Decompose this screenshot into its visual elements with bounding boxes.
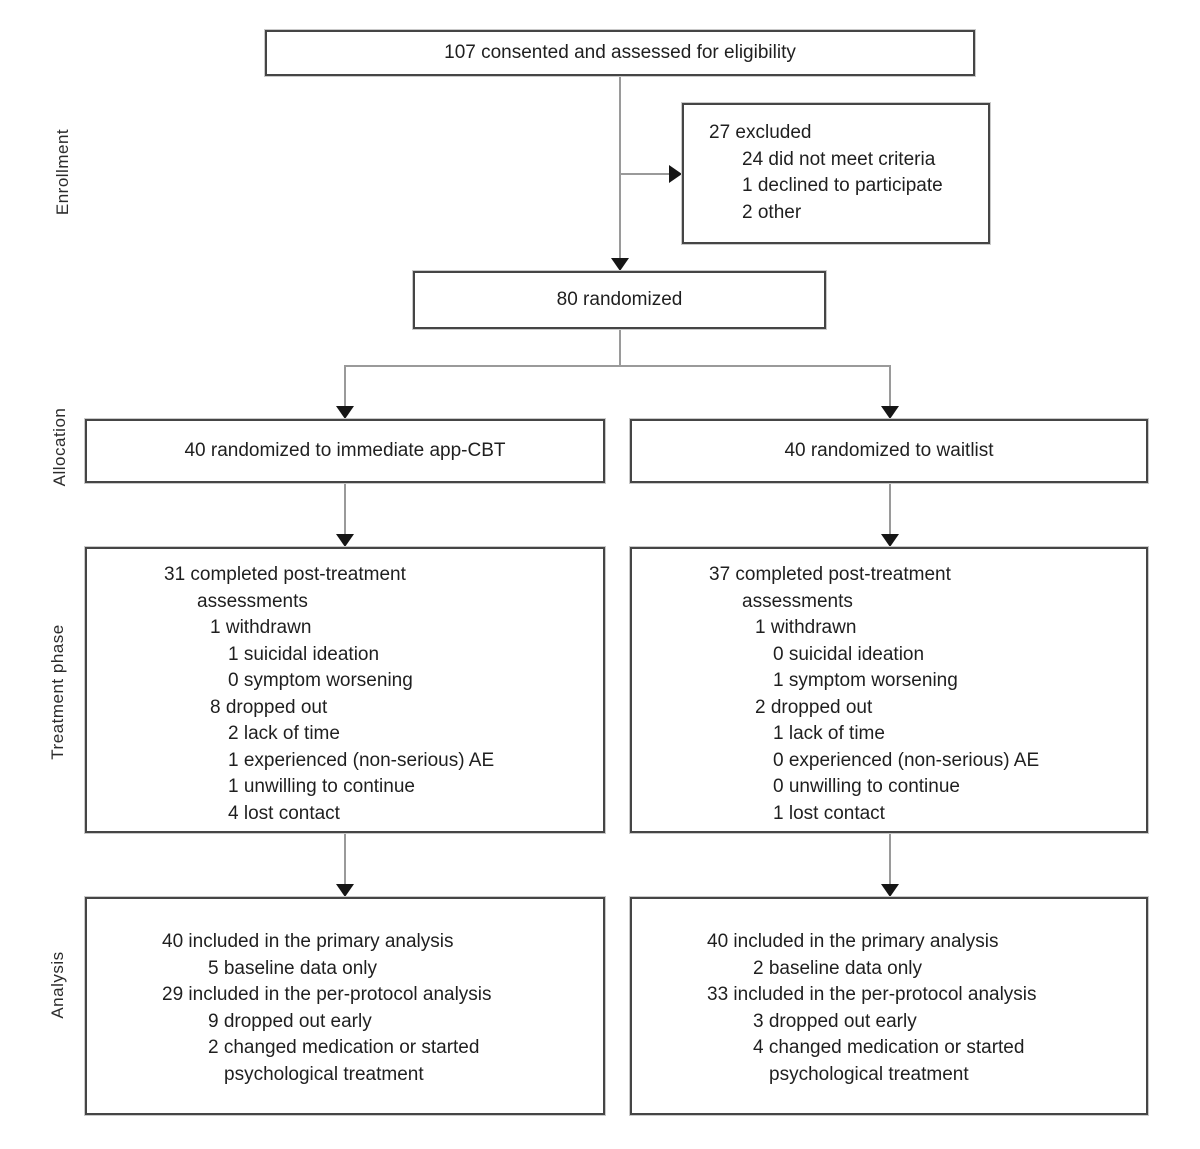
treatment-line: 31 completed post-treatment [164, 564, 406, 585]
connector-split-horizontal [344, 365, 891, 367]
connector-branch-to-excluded [620, 173, 670, 175]
analysis-line: 4 changed medication or started [753, 1037, 1025, 1058]
treatment-line: 1 suicidal ideation [228, 643, 380, 665]
analysis-line: 5 baseline data only [208, 957, 378, 979]
analysis-line: 2 changed medication or started [208, 1037, 480, 1058]
arrowhead-into-treatment-left-icon [336, 534, 354, 547]
treatment-line: 1 experienced (non-serious) AE [228, 749, 495, 771]
box-excluded [682, 103, 990, 244]
connector-split-left-down [344, 365, 346, 407]
box-treatment-waitlist [630, 547, 1148, 833]
connector-allocation-right-to-treatment [889, 483, 891, 535]
analysis-line: 2 baseline data only [753, 957, 923, 979]
box-analysis-app-cbt [85, 897, 605, 1115]
stage-label-allocation: Allocation [50, 407, 69, 487]
treatment-line: 0 unwilling to continue [773, 776, 960, 797]
treatment-line: 0 experienced (non-serious) AE [773, 749, 1040, 771]
analysis-line: psychological treatment [769, 1063, 969, 1085]
treatment-line: 4 lost contact [228, 802, 340, 824]
treatment-line: 2 lack of time [228, 723, 340, 744]
connector-treatment-right-to-analysis [889, 833, 891, 885]
treatment-line: assessments [197, 590, 308, 612]
arrowhead-into-excluded-icon [669, 165, 682, 183]
treatment-line: 1 withdrawn [755, 617, 857, 638]
arrowhead-into-analysis-right-icon [881, 884, 899, 897]
analysis-line: 29 included in the per-protocol analysis [162, 984, 492, 1005]
treatment-line: 2 dropped out [755, 696, 873, 718]
box-allocation-app-cbt-text: 40 randomized to immediate app-CBT [184, 440, 506, 461]
box-allocation-waitlist-text: 40 randomized to waitlist [784, 440, 994, 461]
excluded-line: 27 excluded [709, 122, 812, 143]
arrowhead-into-treatment-right-icon [881, 534, 899, 547]
treatment-line: 1 symptom worsening [773, 670, 958, 691]
connector-eligibility-to-randomized [619, 76, 621, 262]
stage-label-analysis: Analysis [48, 951, 67, 1019]
stage-label-treatment-phase: Treatment phase [48, 624, 67, 760]
box-allocation-waitlist [630, 419, 1148, 483]
excluded-line: 1 declined to participate [742, 175, 943, 196]
treatment-line: 37 completed post-treatment [709, 564, 951, 585]
box-treatment-app-cbt [85, 547, 605, 833]
analysis-line: 9 dropped out early [208, 1010, 372, 1032]
analysis-line: 33 included in the per-protocol analysis [707, 984, 1037, 1005]
connector-randomized-down [619, 329, 621, 366]
excluded-line: 24 did not meet criteria [742, 148, 936, 170]
box-eligibility-text: 107 consented and assessed for eligibility [444, 42, 796, 63]
analysis-line: 40 included in the primary analysis [707, 931, 999, 952]
stage-label-enrollment: Enrollment [53, 128, 72, 216]
arrowhead-into-allocation-left-icon [336, 406, 354, 419]
treatment-line: 1 unwilling to continue [228, 776, 415, 797]
analysis-line: 3 dropped out early [753, 1010, 917, 1032]
box-analysis-waitlist [630, 897, 1148, 1115]
connector-split-right-down [889, 365, 891, 407]
box-randomized [413, 271, 826, 329]
box-eligibility [265, 30, 975, 76]
treatment-line: 1 withdrawn [210, 617, 312, 638]
treatment-line: 0 symptom worsening [228, 670, 413, 691]
connector-allocation-left-to-treatment [344, 483, 346, 535]
analysis-line: psychological treatment [224, 1063, 424, 1085]
treatment-line: assessments [742, 590, 853, 612]
box-randomized-text: 80 randomized [556, 289, 683, 310]
arrowhead-into-allocation-right-icon [881, 406, 899, 419]
analysis-line: 40 included in the primary analysis [162, 931, 454, 952]
connector-treatment-left-to-analysis [344, 833, 346, 885]
treatment-line: 8 dropped out [210, 696, 328, 718]
arrowhead-into-analysis-left-icon [336, 884, 354, 897]
box-allocation-app-cbt [85, 419, 605, 483]
treatment-line: 1 lack of time [773, 723, 885, 744]
treatment-line: 0 suicidal ideation [773, 643, 925, 665]
excluded-line: 2 other [742, 201, 802, 223]
arrowhead-into-randomized-icon [611, 258, 629, 271]
treatment-line: 1 lost contact [773, 802, 885, 824]
